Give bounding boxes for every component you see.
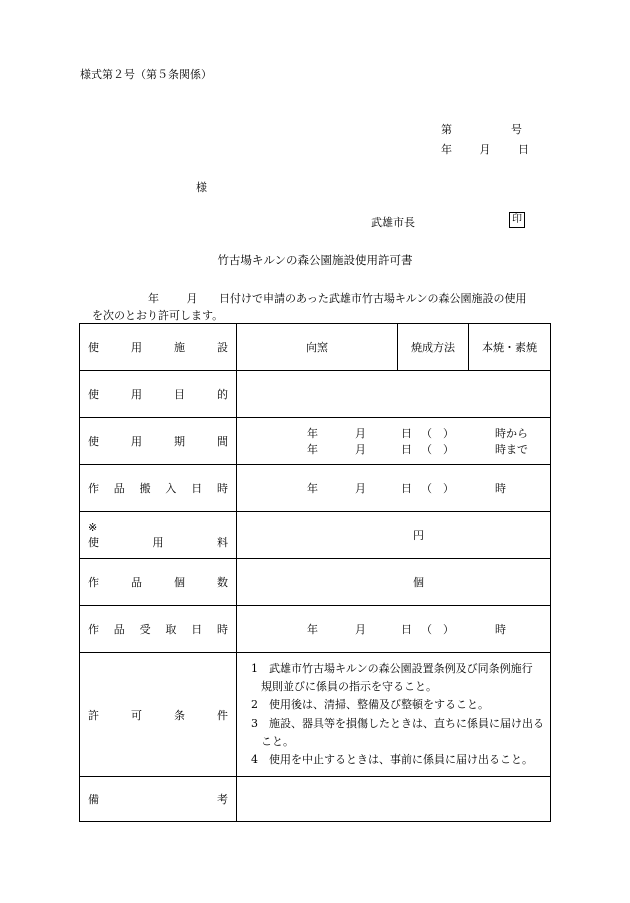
issue-number-suffix: 号	[511, 123, 522, 136]
label-count: 作 品 個 数	[80, 559, 237, 606]
row-pickup	[80, 606, 551, 653]
form-number: 様式第２号（第５条関係）	[80, 68, 212, 81]
pickup-field[interactable]: 年 月 日 （ ） 時	[237, 606, 551, 653]
period-end: 年 月 日 （ ） 時まで	[307, 443, 528, 456]
issue-number-prefix: 第	[441, 123, 452, 136]
condition-4: 4 使用を中止するときは、事前に係員に届け出ること。	[251, 752, 533, 766]
document-title: 竹古場キルンの森公園施設使用許可書	[217, 253, 413, 267]
addressee: 様	[196, 181, 207, 194]
issue-number	[441, 121, 522, 137]
delivery-field[interactable]: 年 月 日 （ ） 時	[237, 465, 551, 512]
label-fee: ※ 使 用 料	[80, 512, 237, 559]
issuer: 武雄市長	[371, 216, 415, 229]
fee-field[interactable]: 円	[237, 512, 551, 559]
label-delivery: 作 品 搬 入 日 時	[80, 465, 237, 512]
issue-day: 日	[518, 143, 529, 156]
remarks-field[interactable]	[237, 777, 551, 822]
count-field[interactable]: 個	[237, 559, 551, 606]
condition-2: 2 使用後は、清掃、整備及び整頓をすること。	[251, 698, 489, 712]
label-remarks: 備 考	[80, 777, 237, 822]
row-conditions	[80, 653, 551, 777]
firing-method-label: 焼成方法	[397, 324, 468, 370]
row-remarks	[80, 777, 551, 822]
body-line-2: を次のとおり許可します。	[92, 309, 224, 322]
permit-table	[79, 323, 551, 822]
body-text-1: 日付けで申請のあった武雄市竹古場キルンの森公園施設の使用	[219, 292, 527, 305]
row-purpose	[80, 371, 551, 418]
row-period	[80, 418, 551, 465]
row-fee	[80, 512, 551, 559]
row-facility	[80, 324, 551, 371]
seal-stamp: 印	[509, 212, 525, 228]
label-facility: 使 用 施 設	[80, 324, 237, 371]
row-count	[80, 559, 551, 606]
fee-mark: ※	[88, 520, 98, 534]
firing-method-value: 本焼・素焼	[468, 324, 550, 370]
label-purpose: 使 用 目 的	[80, 371, 237, 418]
issue-month: 月	[479, 143, 491, 156]
label-conditions: 許 可 条 件	[80, 653, 237, 777]
body-line-1	[148, 290, 527, 306]
condition-3: 3 施設、器具等を損傷したときは、直ちに係員に届け出る	[251, 716, 544, 730]
conditions-list	[237, 653, 551, 777]
condition-1-cont: 規則並びに係員の指示を守ること。	[261, 680, 437, 694]
body-month: 月	[186, 292, 198, 305]
period-start: 年 月 日 （ ） 時から	[307, 427, 528, 440]
purpose-field[interactable]	[237, 371, 551, 418]
condition-3-cont: こと。	[261, 734, 294, 748]
issue-date	[441, 141, 529, 157]
condition-1: 1 武雄市竹古場キルンの森公園設置条例及び同条例施行	[251, 662, 533, 676]
label-pickup: 作 品 受 取 日 時	[80, 606, 237, 653]
period-field[interactable]	[237, 418, 551, 465]
kiln-name: 向窯	[306, 341, 328, 354]
body-year: 年	[148, 292, 159, 305]
issue-year: 年	[441, 143, 452, 156]
row-delivery	[80, 465, 551, 512]
label-period: 使 用 期 間	[80, 418, 237, 465]
